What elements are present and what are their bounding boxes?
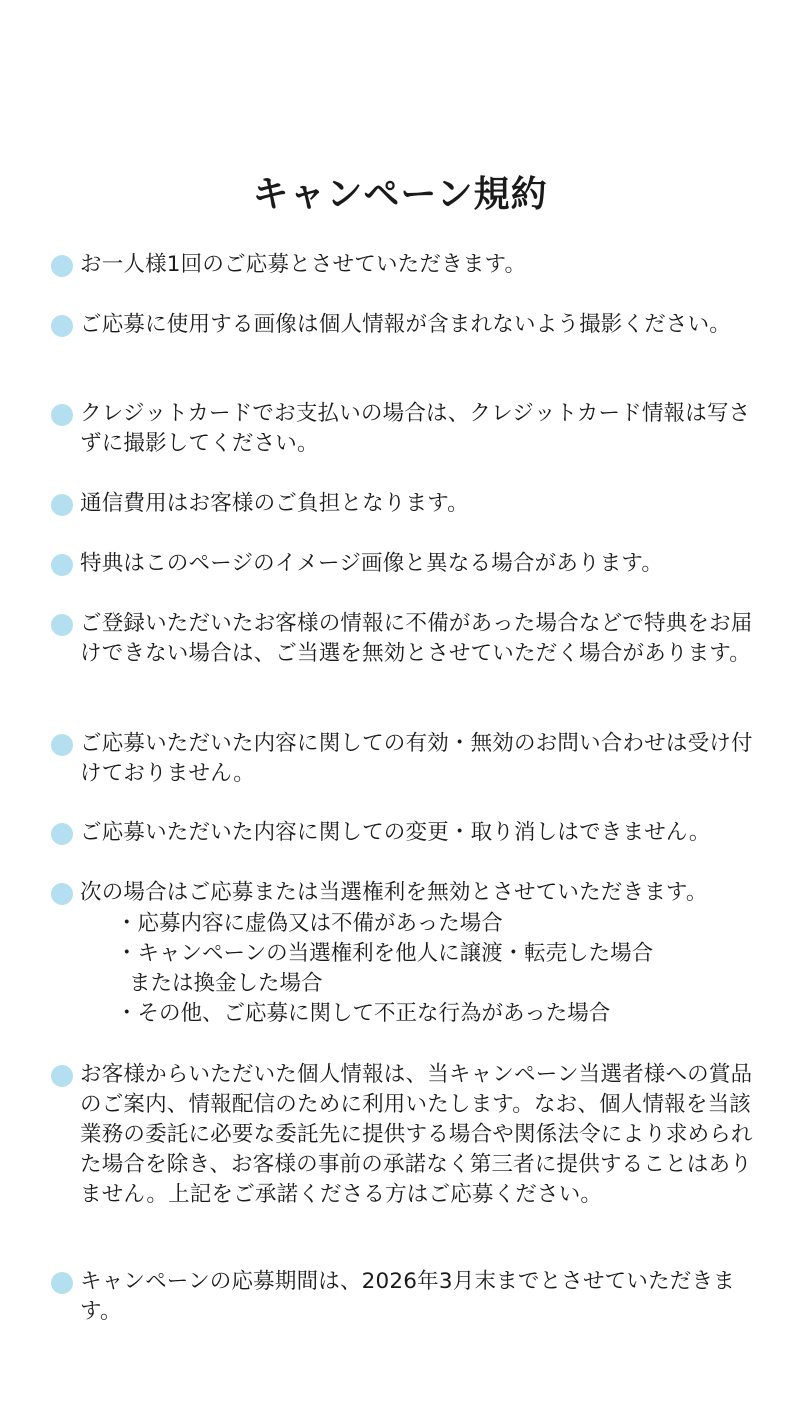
bullet-dot xyxy=(51,255,73,277)
sub-item: ・その他、ご応募に関して不正な行為があった場合 xyxy=(116,1001,611,1026)
bullet-dot xyxy=(51,554,73,576)
term-text: ご応募いただいた内容に関しての変更・取り消しはできません。 xyxy=(80,820,711,845)
bullet-dot xyxy=(51,1065,73,1087)
sub-item-continuation: または換金した場合 xyxy=(129,971,323,996)
term-text: 通信費用はお客様のご負担となります。 xyxy=(80,491,469,516)
sub-item: ・キャンペーンの当選権利を他人に譲渡・転売した場合 xyxy=(116,941,654,966)
term-text: 特典はこのページのイメージ画像と異なる場合があります。 xyxy=(80,551,664,576)
term-text: お一人様1回のご応募とさせていただきます。 xyxy=(80,252,527,277)
term-text: ご登録いただいたお客様の情報に不備があった場合などで特典をお届けできない場合は、ご当選を無効とさせていただく場合があります。 xyxy=(80,611,753,666)
sub-item: ・応募内容に虚偽又は不備があった場合 xyxy=(116,911,503,936)
term-text: ご応募に使用する画像は個人情報が含まれないよう撮影ください。 xyxy=(80,312,732,337)
term-text: ご応募いただいた内容に関しての有効・無効のお問い合わせは受け付けておりません。 xyxy=(80,731,753,786)
bullet-dot xyxy=(51,404,73,426)
bullet-dot xyxy=(51,614,73,636)
term-text: 次の場合はご応募または当選権利を無効とさせていただきます。 xyxy=(80,880,708,905)
bullet-dot xyxy=(51,883,73,905)
bullet-dot xyxy=(51,823,73,845)
bullet-dot xyxy=(51,315,73,337)
term-text: お客様からいただいた個人情報は、当キャンペーン当選者様への賞品のご案内、情報配信のために利用いたします。なお、個人情報を当該業務の委託に必要な委託先に提供する場合や関係法令により求められた場合を除き、お客様の事前の承諾なく第三者に提供することはありません。上記をご承諾くださる方はご応募ください。 xyxy=(80,1062,753,1207)
page-title: キャンペーン規約 xyxy=(252,174,548,216)
bullet-dot xyxy=(51,734,73,756)
term-text: キャンペーンの応募期間は、2026年3月末までとさせていただきます。 xyxy=(80,1269,735,1324)
term-text: クレジットカードでお支払いの場合は、クレジットカード情報は写さずに撮影してください。 xyxy=(80,401,751,456)
bullet-dot xyxy=(51,1272,73,1294)
bullet-dot xyxy=(51,494,73,516)
